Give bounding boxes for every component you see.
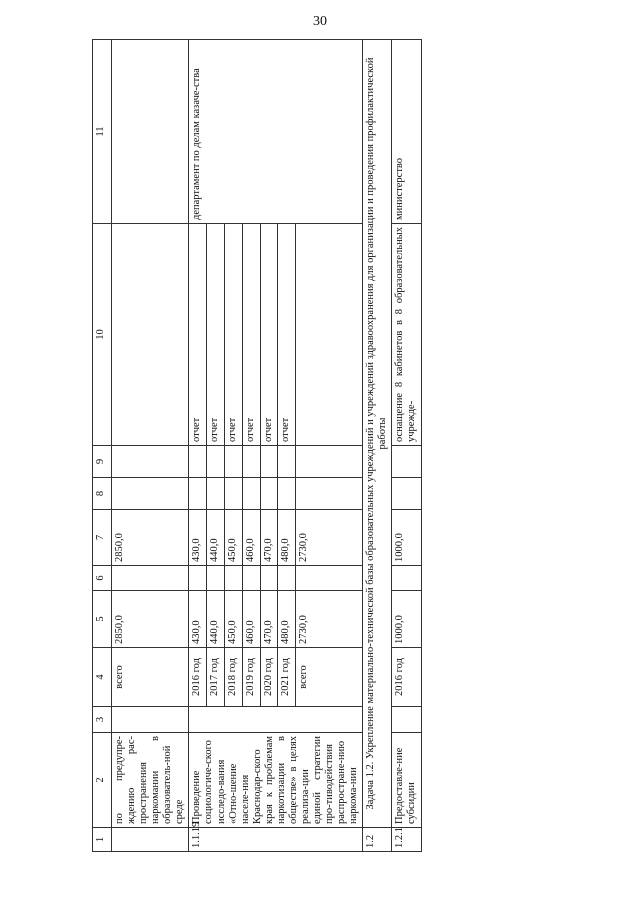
amount-cell: 1000,0: [392, 510, 421, 566]
header-cell: 2: [93, 733, 112, 828]
amount-cell: 450,0: [225, 591, 243, 648]
measure-name-continued: по предупре-ждению рас-пространения наркомании в образователь-ной среде: [112, 733, 189, 828]
header-cell: 4: [93, 648, 112, 707]
header-cell: 3: [93, 707, 112, 733]
executor-cell: министерство: [392, 40, 421, 224]
header-cell: 1: [93, 828, 112, 852]
row-number: 1.2: [363, 828, 392, 852]
task-row: [363, 40, 392, 852]
year-cell: 2021 год: [278, 648, 296, 707]
header-cell: 9: [93, 446, 112, 478]
header-cell: 8: [93, 478, 112, 510]
task-title: Задача 1.2. Укрепление материально-технической базы образовательных учреждений и учреждений здравоохранения для организации и проведения профилактической работы: [363, 40, 392, 828]
amount-cell: 2850,0: [112, 510, 189, 566]
page-number: 30: [313, 14, 327, 29]
header-cell: 6: [93, 566, 112, 591]
amount-cell: 440,0: [207, 591, 225, 648]
row-number: 1.1.19: [189, 828, 363, 852]
result-cell: оснащение 8 кабинетов в 8 образовательных учрежде-: [392, 224, 421, 446]
result-cell: отчет: [189, 224, 207, 446]
year-cell: всего: [296, 648, 363, 707]
amount-cell: 480,0: [278, 510, 296, 566]
result-cell: отчет: [260, 224, 278, 446]
header-cell: 10: [93, 224, 112, 446]
header-cell: 11: [93, 40, 112, 224]
measure-name: Предоставле-ние субсидии: [392, 733, 421, 828]
table-row: [112, 40, 189, 852]
table-row: [189, 40, 207, 852]
amount-cell: 480,0: [278, 591, 296, 648]
executor-cell: департамент по делам казаче-ства: [189, 40, 363, 224]
year-cell: 2016 год: [189, 648, 207, 707]
result-cell: отчет: [207, 224, 225, 446]
header-cell: 7: [93, 510, 112, 566]
year-cell: 2019 год: [242, 648, 260, 707]
header-cell: 5: [93, 591, 112, 648]
amount-cell: 450,0: [225, 510, 243, 566]
year-cell: 2020 год: [260, 648, 278, 707]
result-cell: отчет: [242, 224, 260, 446]
row-number: 1.2.1: [392, 828, 421, 852]
amount-cell: 2730,0: [296, 510, 363, 566]
program-table: [92, 39, 422, 852]
amount-cell: 2730,0: [296, 591, 363, 648]
rotated-table-wrapper: [92, 40, 576, 852]
measure-name: Проведение социологиче-ского исследо-вания «Отно-шение населе-ния Краснодар-ского края к проблемам наркотизации в обществе» в целях реализа-ции единой стратегии про-тиводействия распростране-нию наркома-нии: [189, 733, 363, 828]
amount-cell: 2850,0: [112, 591, 189, 648]
year-cell: 2017 год: [207, 648, 225, 707]
amount-cell: 470,0: [260, 591, 278, 648]
amount-cell: 1000,0: [392, 591, 421, 648]
year-cell: всего: [112, 648, 189, 707]
header-row: [93, 40, 112, 852]
year-cell: 2018 год: [225, 648, 243, 707]
amount-cell: 460,0: [242, 591, 260, 648]
amount-cell: 440,0: [207, 510, 225, 566]
amount-cell: 430,0: [189, 591, 207, 648]
amount-cell: 470,0: [260, 510, 278, 566]
amount-cell: 460,0: [242, 510, 260, 566]
year-cell: 2016 год: [392, 648, 421, 707]
result-cell: отчет: [278, 224, 296, 446]
amount-cell: 430,0: [189, 510, 207, 566]
result-cell: отчет: [225, 224, 243, 446]
table-row: [392, 40, 421, 852]
